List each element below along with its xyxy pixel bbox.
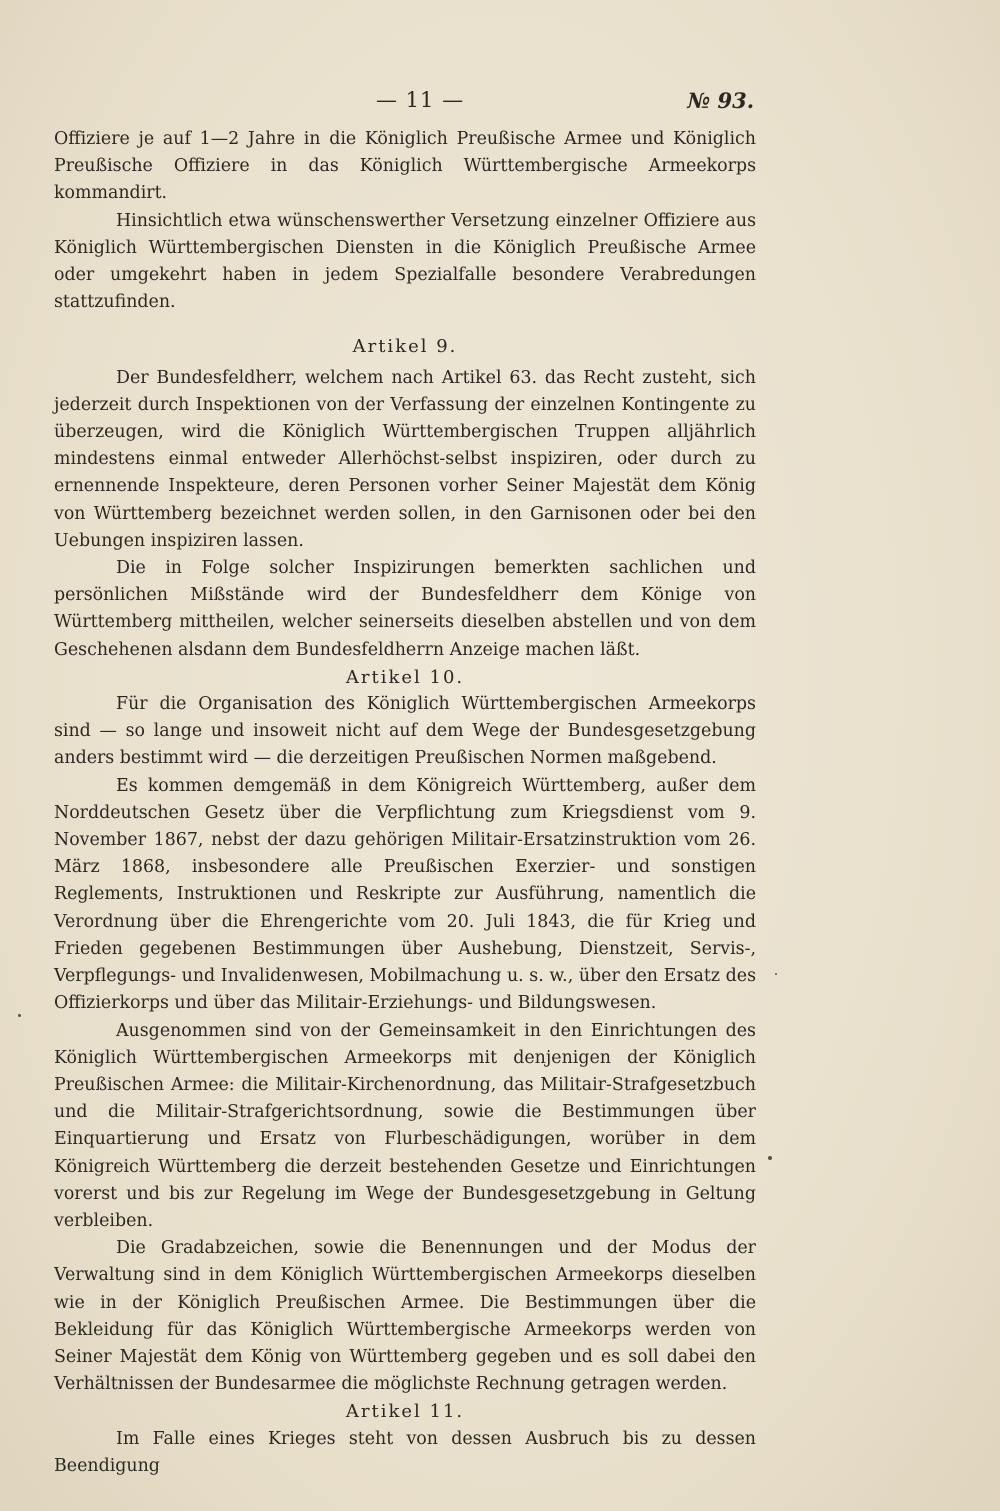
page-number: — 11 — [376, 88, 465, 112]
article-heading-9: Artikel 9. [352, 336, 458, 358]
paragraph-grievances: Die in Folge solcher Inspizirungen bemerkten sachlichen und persönlichen Mißstände wird der Bundesfeldherr dem Könige von Württemberg mittheilen, welcher seinerseits dieselben abstellen und von dem Geschehenen alsdann dem Bundesfeldherrn Anzeige machen läßt. [54, 558, 756, 660]
paper-speck [775, 973, 777, 975]
paragraph-war-command: Im Falle eines Krieges steht von dessen Ausbruch bis zu dessen Beendigung [54, 1428, 756, 1476]
issue-number: № 93. [687, 88, 754, 113]
page-header [0, 84, 1000, 124]
paragraph-organisation: Für die Organisation des Königlich Württembergischen Armeekorps sind — so lange und insoweit nicht auf dem Wege der Bundesgesetzgebung anders bestimmt wird — die derzeitigen Preußischen Normen maßgebend. [54, 694, 756, 769]
paragraph-applicable-regulations: Es kommen demgemäß in dem Königreich Württemberg, außer dem Norddeutschen Gesetz über die Verpflichtung zum Kriegsdienst vom 9. November 1867, nebst der dazu gehörigen Militair-Ersatzinstruktion vom 26. März 1868, insbesondere alle Preußischen Exerzier- und sonstigen Reglements, Instruktionen und Reskripte zur Ausführung, namentlich die Verordnung über die Ehrengerichte vom 20. Juli 1843, die für Krieg und Frieden gegebenen Bestimmungen über Aushebung, Dienstzeit, Servis-, Verpflegungs- und Invalidenwesen, Mobilmachung u. s. w., über den Ersatz des Offizierkorps und über das Militair-Erziehungs- und Bildungswesen. [54, 775, 756, 1014]
paragraph-insignia-and-uniforms: Die Gradabzeichen, sowie die Benennungen und der Modus der Verwaltung sind in dem Königlich Württembergischen Armeekorps dieselben wie in der Königlich Preußischen Armee. Die Bestimmungen über die Bekleidung für das Königlich Württembergische Armeekorps werden von Seiner Majestät dem König von Württemberg gegeben und es soll dabei den Verhältnissen der Bundesarmee die möglichste Rechnung getragen werden. [54, 1238, 756, 1395]
paragraph-continuation: Offiziere je auf 1—2 Jahre in die Königlich Preußische Armee und Königlich Preußische Offiziere in das Königlich Württembergische Armeekorps kommandirt. [54, 129, 756, 204]
paragraph-inspections: Der Bundesfeldherr, welchem nach Artikel 63. das Recht zusteht, sich jederzeit durch Inspektionen von der Verfassung der einzelnen Kontingente zu überzeugen, wird die Königlich Württembergischen Truppen alljährlich mindestens einmal entweder Allerhöchst-selbst inspiziren, oder durch zu ernennende Inspekteure, deren Personen vorher Seiner Majestät dem König von Württemberg bezeichnet werden sollen, in den Garnisonen oder bei den Uebungen inspiziren lassen. [54, 367, 756, 551]
article-heading-11: Artikel 11. [345, 1401, 465, 1423]
paragraph-exceptions: Ausgenommen sind von der Gemeinsamkeit in den Einrichtungen des Königlich Württembergischen Armeekorps mit denjenigen der Königlich Preußischen Armee: die Militair-Kirchenordnung, das Militair-Strafgesetzbuch und die Militair-Strafgerichtsordnung, sowie die Bestimmungen über Einquartierung und Ersatz von Flurbeschädigungen, worüber in dem Königreich Württemberg die derzeit bestehenden Gesetze und Einrichtungen vorerst und bis zur Regelung im Wege der Bundesgesetzgebung in Geltung verbleiben. [54, 1020, 756, 1231]
article-heading-10: Artikel 10. [345, 666, 465, 688]
paper-speck [18, 1014, 21, 1017]
paragraph-transfer-of-officers: Hinsichtlich etwa wünschenswerther Versetzung einzelner Offiziere aus Königlich Württembergischen Diensten in die Königlich Preußische Armee oder umgekehrt haben in jedem Spezialfalle besondere Verabredungen stattzufinden. [54, 210, 756, 313]
body-text [54, 126, 756, 1480]
paper-speck [768, 1156, 772, 1160]
